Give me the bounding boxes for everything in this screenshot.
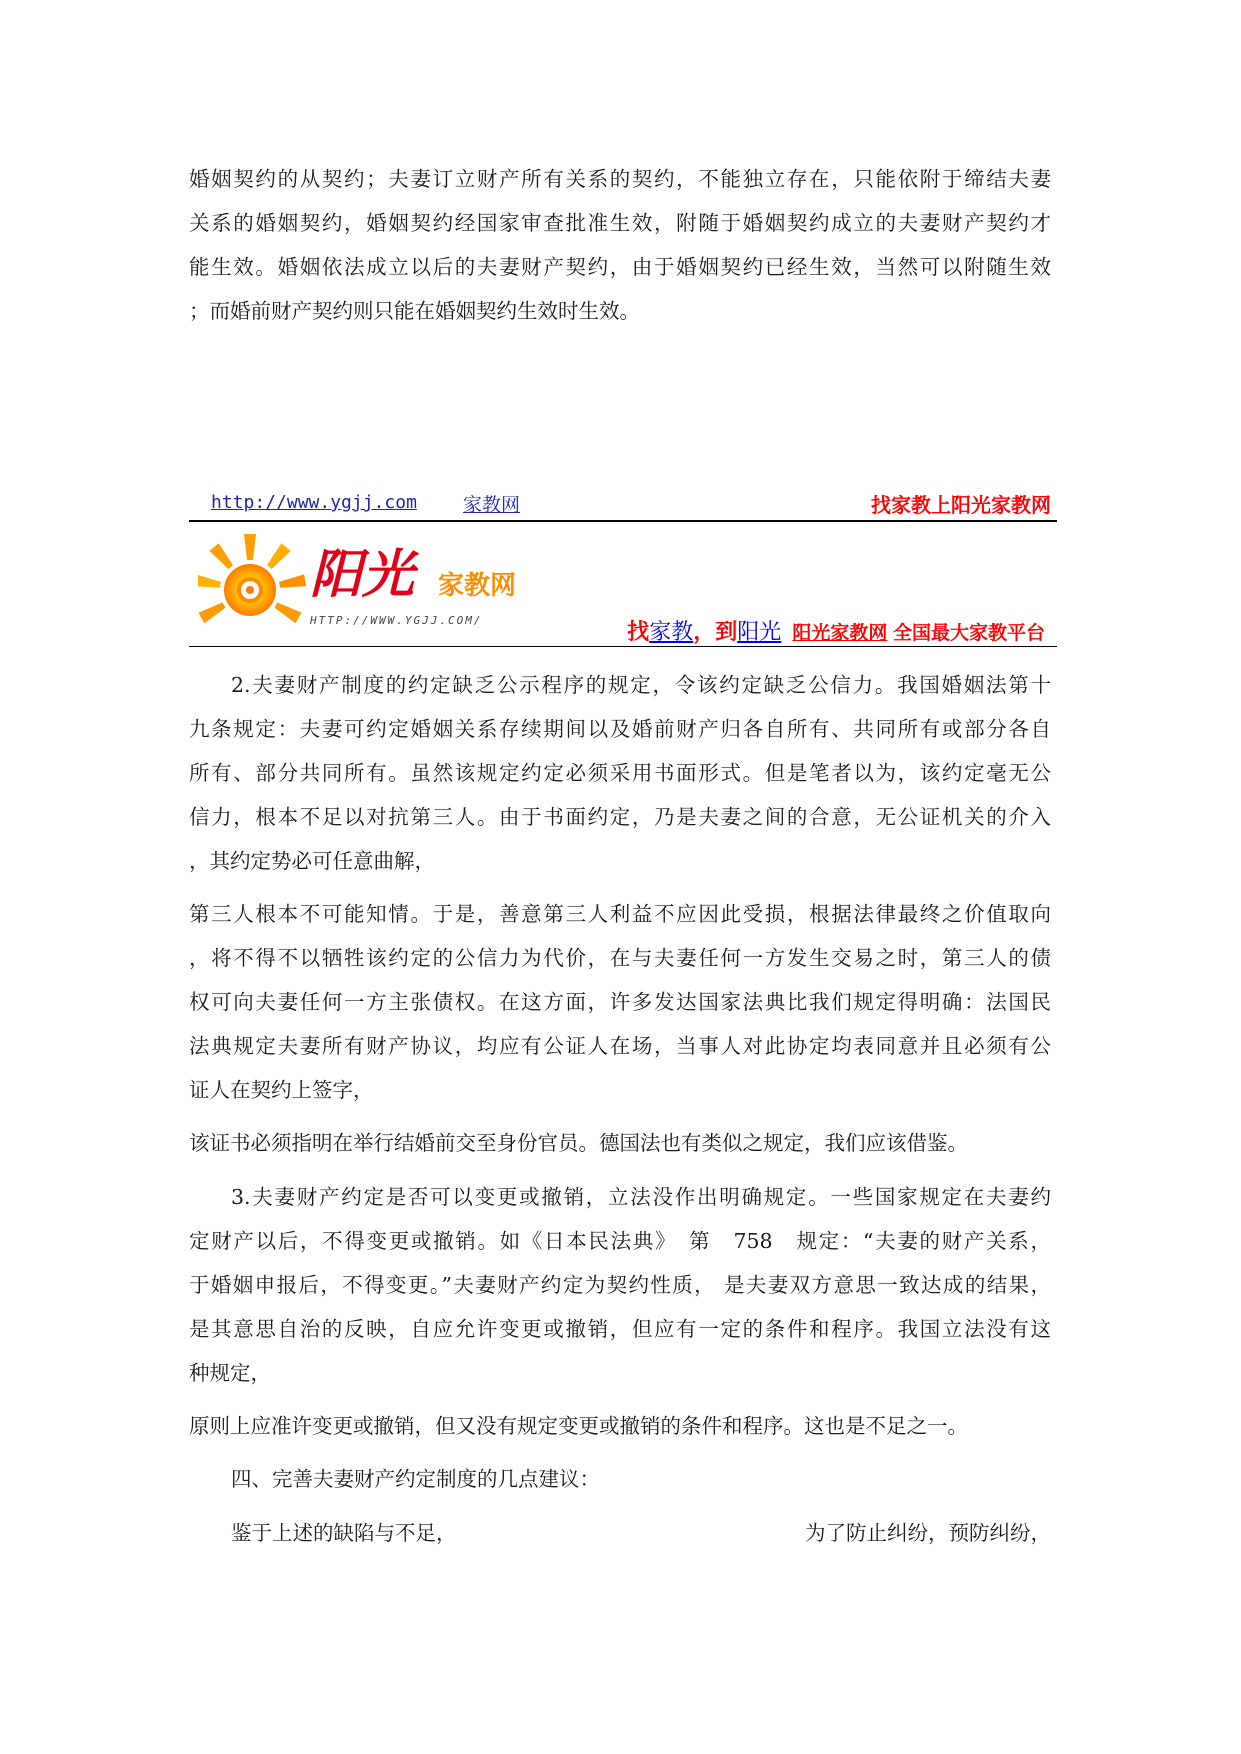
header-slogan: 找家教上阳光家教网 bbox=[871, 493, 1051, 517]
text-line: 2.夫妻财产制度的约定缺乏公示程序的规定，令该约定缺乏公信力。我国婚姻法第十 bbox=[231, 673, 1051, 697]
site-url-link[interactable]: http://www.ygjj.com bbox=[211, 492, 417, 513]
text-line: 信力，根本不足以对抗第三人。由于书面约定，乃是夫妻之间的合意，无公证机关的介入 bbox=[189, 805, 1051, 829]
logo-subtitle: 家教网 bbox=[438, 571, 517, 601]
logo-title: 阳光 bbox=[310, 544, 415, 605]
site-logo[interactable] bbox=[198, 532, 558, 637]
tag-comma: ， bbox=[693, 620, 716, 645]
text-line: 婚姻契约的从契约；夫妻订立财产所有关系的契约，不能独立存在，只能依附于缔结夫妻 bbox=[189, 167, 1051, 191]
tag-jiajiao-link[interactable]: 家教 bbox=[649, 620, 694, 645]
text-line: ；而婚前财产契约则只能在婚姻契约生效时生效。 bbox=[189, 299, 640, 323]
text-line: 第三人根本不可能知情。于是，善意第三人利益不应因此受损，根据法律最终之价值取向 bbox=[189, 902, 1051, 926]
text-line: 3.夫妻财产约定是否可以变更或撤销，立法没作出明确规定。一些国家规定在夫妻约 bbox=[231, 1185, 1051, 1209]
text-line: 鉴于上述的缺陷与不足， bbox=[231, 1521, 457, 1545]
text-line: 权可向夫妻任何一方主张债权。在这方面，许多发达国家法典比我们规定得明确：法国民 bbox=[189, 990, 1051, 1014]
banner-tagline bbox=[627, 615, 1045, 646]
text-line: 能生效。婚姻依法成立以后的夫妻财产契约，由于婚姻契约已经生效，当然可以附随生效 bbox=[189, 255, 1051, 279]
text-line: ，将不得不以牺牲该约定的公信力为代价，在与夫妻任何一方发生交易之时，第三人的债 bbox=[189, 946, 1051, 970]
section-heading: 四、完善夫妻财产约定制度的几点建议： bbox=[231, 1467, 600, 1491]
text-line: 证人在契约上签字， bbox=[189, 1078, 374, 1102]
text-line: 种规定， bbox=[189, 1361, 271, 1385]
text-line: 法典规定夫妻所有财产协议，均应有公证人在场，当事人对此协定均表同意并且必须有公 bbox=[189, 1034, 1051, 1058]
tag-platform: 全国最大家教平台 bbox=[892, 622, 1045, 644]
text-line: 所有、部分共同所有。虽然该规定约定必须采用书面形式。但是笔者以为，该约定毫无公 bbox=[189, 761, 1051, 785]
text-line: 九条规定：夫妻可约定婚姻关系存续期间以及婚前财产归各自所有、共同所有或部分各自 bbox=[189, 717, 1051, 741]
tag-yangguang-link[interactable]: 阳光 bbox=[737, 620, 782, 645]
site-name-link[interactable]: 家教网 bbox=[463, 494, 521, 516]
text-line: 是其意思自治的反映，自应允许变更或撤销，但应有一定的条件和程序。我国立法没有这 bbox=[189, 1317, 1051, 1341]
text-line: 该证书必须指明在举行结婚前交至身份官员。德国法也有类似之规定，我们应该借鉴。 bbox=[189, 1131, 968, 1155]
text-line: 为了防止纠纷，预防纠纷， bbox=[805, 1521, 1051, 1545]
logo-url-text: HTTP://WWW.YGJJ.COM/ bbox=[310, 614, 483, 627]
tag-dao: 到 bbox=[715, 620, 738, 645]
text-line: 关系的婚姻契约，婚姻契约经国家审查批准生效，附随于婚姻契约成立的夫妻财产契约才 bbox=[189, 211, 1051, 235]
banner-divider bbox=[189, 646, 1057, 647]
tag-site-link[interactable]: 阳光家教网 bbox=[792, 622, 888, 644]
text-line: 于婚姻申报后，不得变更。”夫妻财产约定为契约性质， 是夫妻双方意思一致达成的结果， bbox=[189, 1273, 1051, 1297]
sun-logo-icon bbox=[198, 532, 558, 637]
header-divider bbox=[189, 520, 1057, 522]
tag-find: 找 bbox=[627, 620, 650, 645]
text-line: 原则上应准许变更或撤销，但又没有规定变更或撤销的条件和程序。这也是不足之一。 bbox=[189, 1414, 968, 1438]
text-line: ，其约定势必可任意曲解， bbox=[189, 849, 435, 873]
text-line: 定财产以后，不得变更或撤销。如《日本民法典》 第 758 规定：“夫妻的财产关系， bbox=[189, 1229, 1051, 1253]
